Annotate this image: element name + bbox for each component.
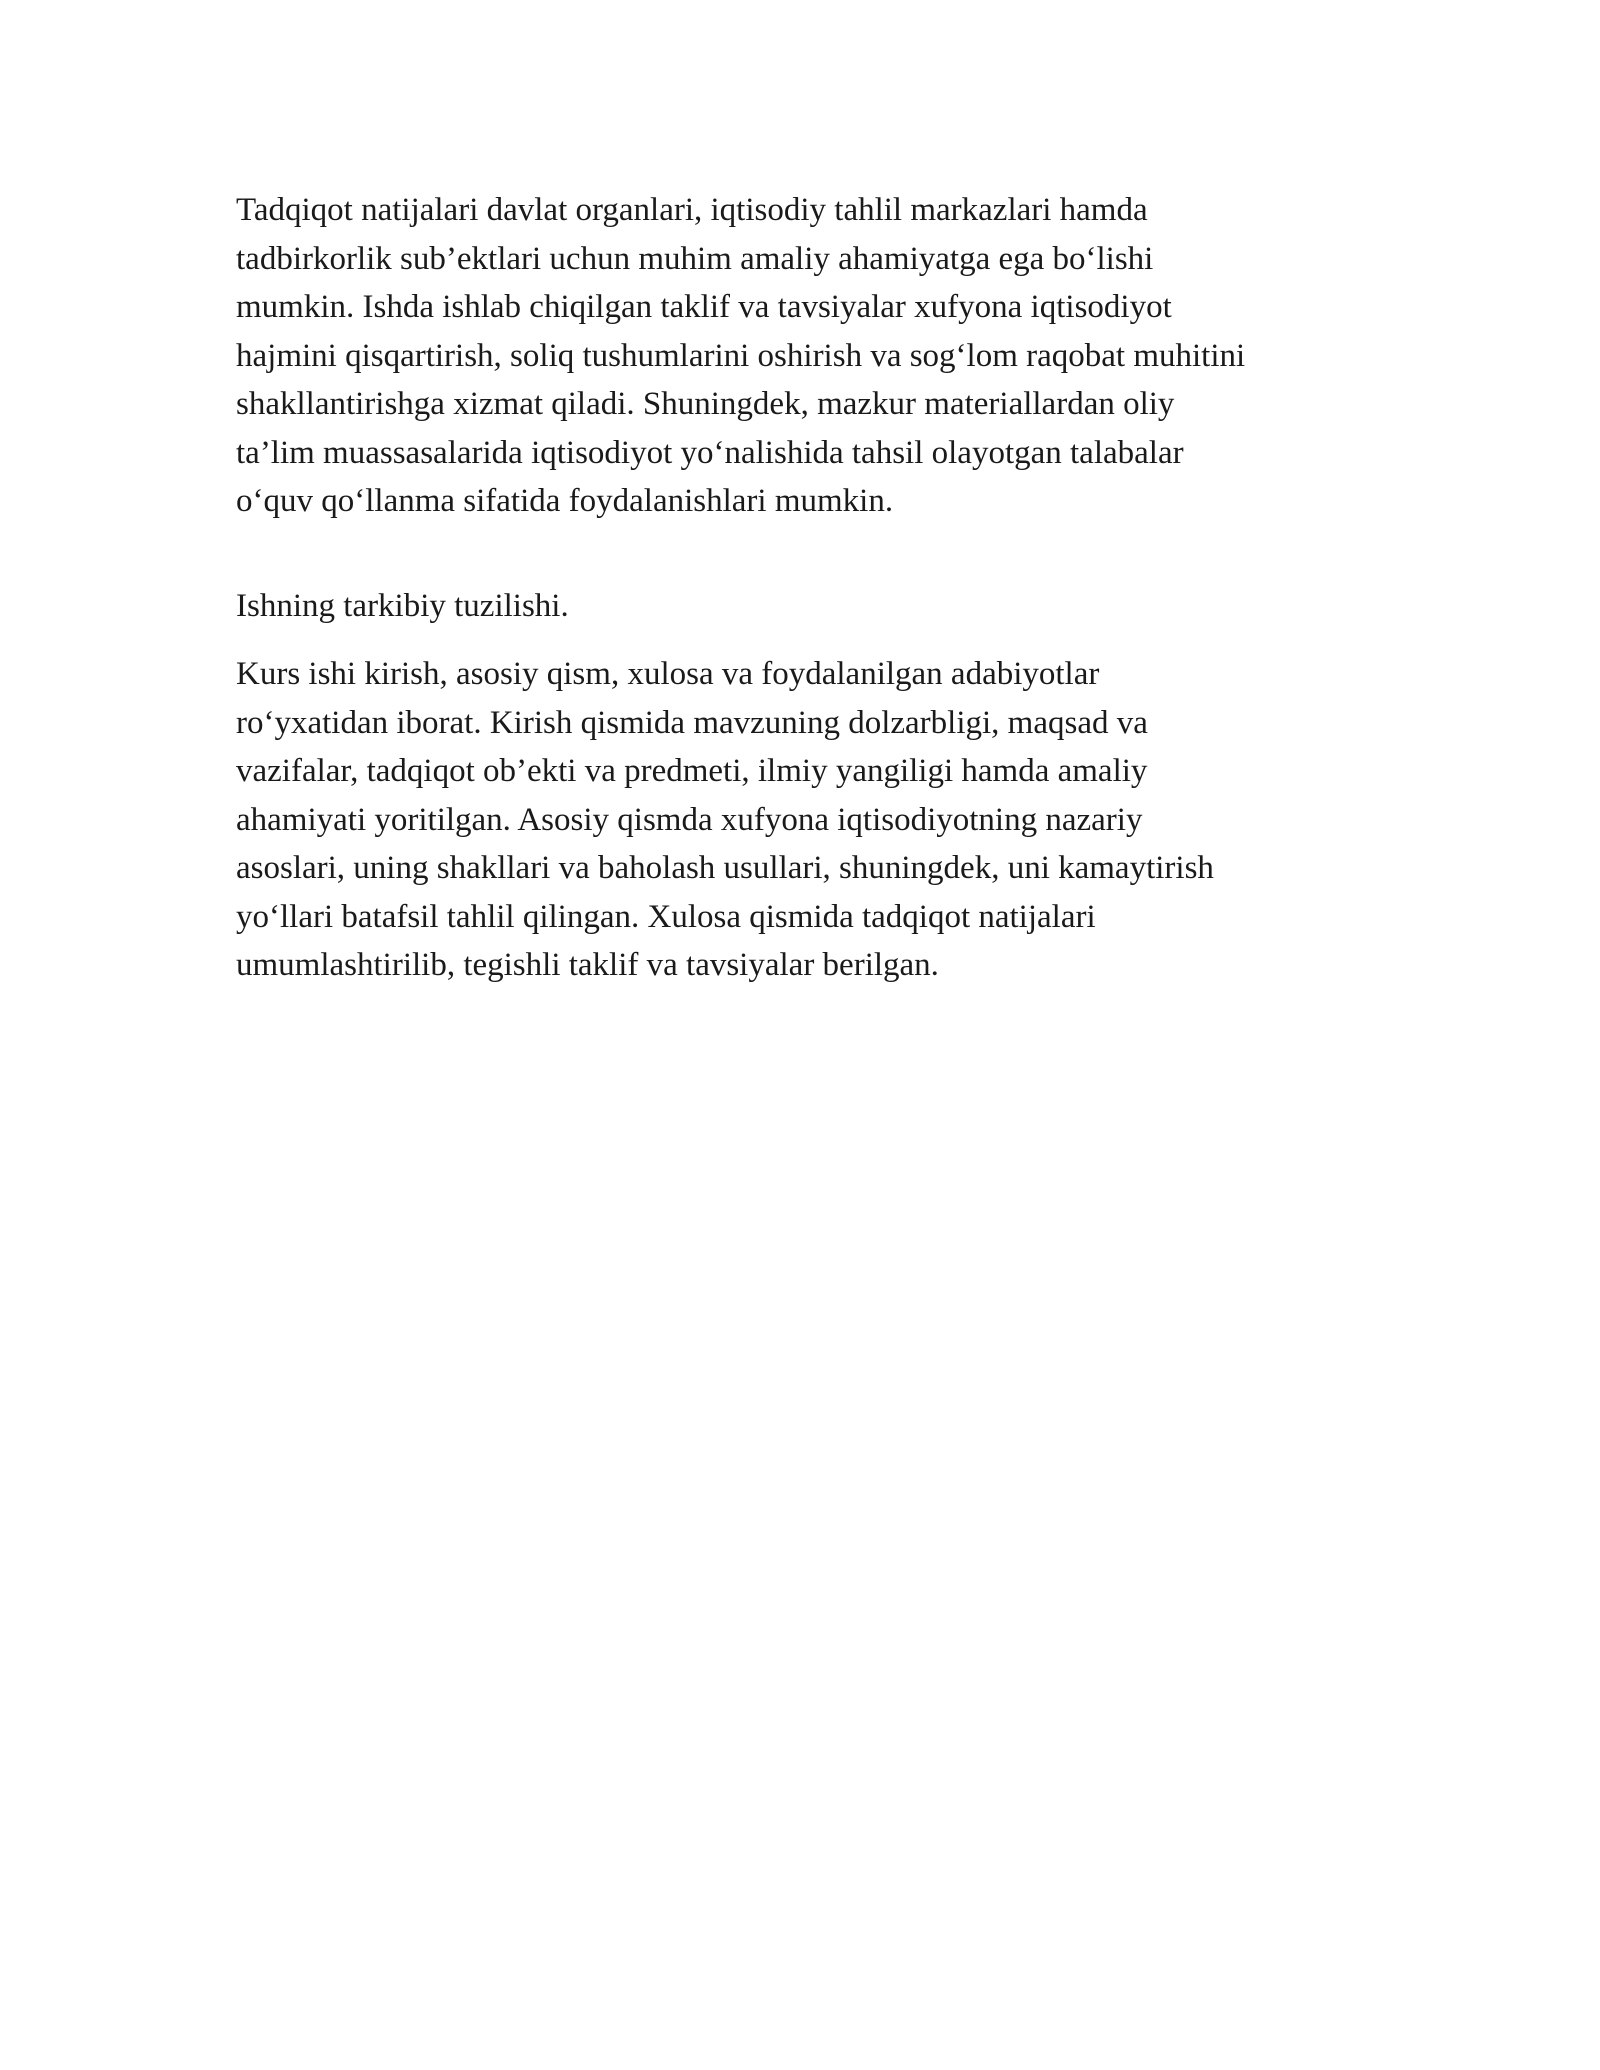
text-line: asoslari, uning shakllari va baholash usullari, shuningdek, uni kamaytirish (236, 850, 1214, 886)
text-line: ro‘yxatidan iborat. Kirish qismida mavzuning dolzarbligi, maqsad va (236, 704, 1148, 741)
section-heading-text: Ishning tarkibiy tuzilishi. (236, 587, 569, 624)
paragraph-work-structure (236, 650, 1376, 990)
text-line: ahamiyati yoritilgan. Asosiy qismda xufyona iqtisodiyotning nazariy (236, 801, 1143, 838)
text-line: shakllantirishga xizmat qiladi. Shuningdek, mazkur materiallardan oliy (236, 386, 1175, 422)
text-line: yo‘llari batafsil tahlil qilingan. Xulosa qismida tadqiqot natijalari (236, 898, 1096, 935)
text-line: hajmini qisqartirish, soliq tushumlarini oshirish va sog‘lom raqobat muhitini (236, 337, 1246, 374)
text-line: mumkin. Ishda ishlab chiqilgan taklif va tavsiyalar xufyona iqtisodiyot (236, 289, 1172, 325)
text-line: o‘quv qo‘llanma sifatida foydalanishlari mumkin. (236, 483, 894, 519)
document-body (236, 186, 1376, 990)
text-line: vazifalar, tadqiqot ob’ekti va predmeti, ilmiy yangiligi hamda amaliy (236, 753, 1148, 789)
text-line: Kurs ishi kirish, asosiy qism, xulosa va foydalanilgan adabiyotlar (236, 656, 1100, 692)
text-line: Tadqiqot natijalari davlat organlari, iqtisodiy tahlil markazlari hamda (236, 192, 1148, 228)
section-heading (236, 582, 1376, 631)
text-line: ta’lim muassasalarida iqtisodiyot yo‘nalishida tahsil olayotgan talabalar (236, 434, 1184, 471)
paragraph-research-significance (236, 186, 1376, 526)
text-line: umumlashtirilib, tegishli taklif va tavsiyalar berilgan. (236, 947, 939, 983)
text-line: tadbirkorlik sub’ektlari uchun muhim amaliy ahamiyatga ega bo‘lishi (236, 240, 1154, 277)
